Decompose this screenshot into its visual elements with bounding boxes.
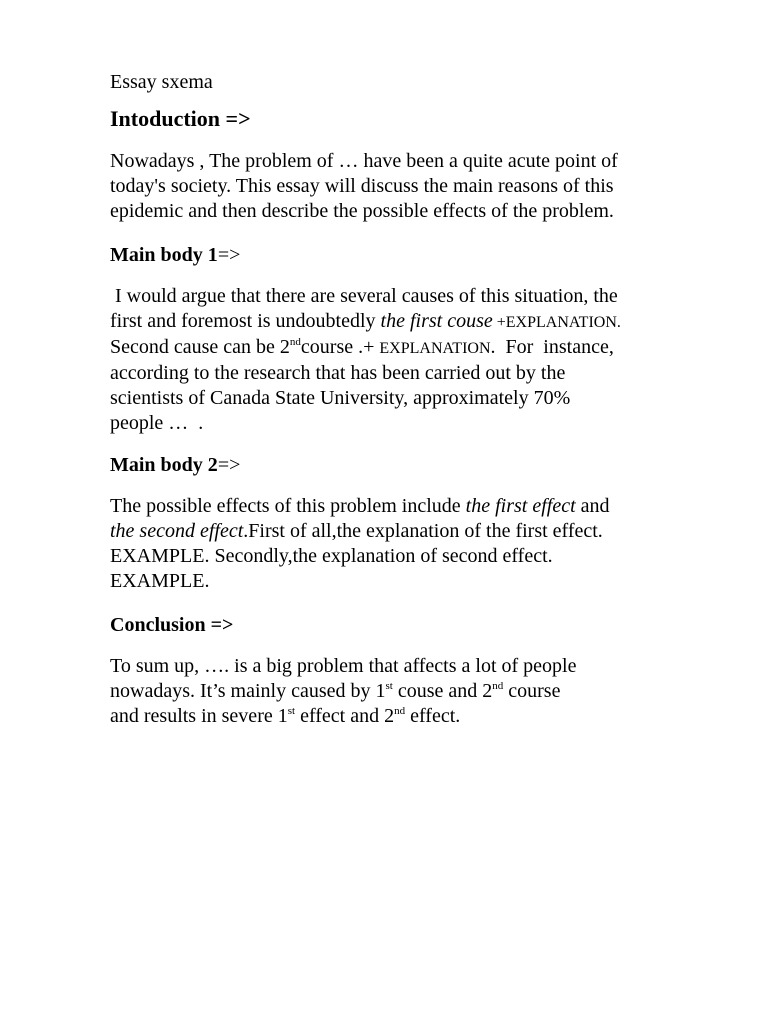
text-run: . For instance, <box>490 336 614 358</box>
superscript: nd <box>492 680 504 692</box>
heading-arrow: => <box>217 244 241 266</box>
document-title: Essay sxema <box>110 71 213 93</box>
text-run: course <box>503 680 561 702</box>
superscript: nd <box>289 336 301 348</box>
paragraph-line: Nowadays , The problem of … have been a quite acute point of <box>110 150 618 172</box>
text-run: Second cause can be 2 <box>110 336 290 358</box>
text-run: +EXPLANATION. <box>492 314 621 331</box>
paragraph-line: epidemic and then describe the possible effects of the problem. <box>110 200 614 222</box>
text-run: and results in severe 1 <box>110 705 288 727</box>
text-run: nowadays. It’s mainly caused by 1 <box>110 680 386 702</box>
heading-text: Main body 2 <box>110 454 218 476</box>
paragraph-line: scientists of Canada State University, approximately 70% <box>110 387 571 409</box>
italic-text: the first couse <box>380 310 493 332</box>
conclusion-heading: Conclusion => <box>110 614 234 636</box>
paragraph-line <box>110 519 610 544</box>
paragraph-line: people … . <box>110 412 204 434</box>
introduction-heading: Intoduction => <box>110 106 251 131</box>
heading-text: Main body 1 <box>110 244 218 266</box>
superscript: st <box>287 705 296 717</box>
italic-text: the first effect <box>465 495 576 517</box>
main-body-2-heading <box>110 453 240 477</box>
main-body-1-paragraph <box>110 284 621 436</box>
paragraph-line: according to the research that has been carried out by the <box>110 362 566 384</box>
text-run: first and foremost is undoubtedly <box>110 310 381 332</box>
text-run: The possible effects of this problem include <box>110 495 466 517</box>
paragraph-line: EXAMPLE. <box>110 570 210 592</box>
paragraph-line: today's society. This essay will discuss the main reasons of this <box>110 175 614 197</box>
small-caps-text: EXPLANATION <box>379 340 491 357</box>
paragraph-line <box>110 679 576 704</box>
italic-text: the second effect <box>110 520 244 542</box>
paragraph-line <box>110 704 576 729</box>
paragraph-line: EXAMPLE. Secondly,the explanation of second effect. <box>110 545 553 567</box>
introduction-paragraph <box>110 149 618 224</box>
text-run: effect. <box>405 705 461 727</box>
main-body-1-heading <box>110 243 240 267</box>
heading-arrow: => <box>217 454 241 476</box>
paragraph-line: To sum up, …. is a big problem that affects a lot of people <box>110 655 577 677</box>
text-run: course .+ <box>300 336 380 358</box>
conclusion-paragraph <box>110 654 576 729</box>
text-run: and <box>575 495 610 517</box>
superscript: st <box>385 680 393 692</box>
paragraph-line <box>110 494 610 519</box>
main-body-2-paragraph <box>110 494 610 594</box>
paragraph-line <box>110 335 621 361</box>
paragraph-line: I would argue that there are several causes of this situation, the <box>110 285 618 307</box>
superscript: nd <box>394 705 406 717</box>
text-run: couse and 2 <box>392 680 493 702</box>
text-run: effect and 2 <box>295 705 395 727</box>
text-run: .First of all,the explanation of the first effect. <box>243 520 603 542</box>
paragraph-line <box>110 309 621 335</box>
